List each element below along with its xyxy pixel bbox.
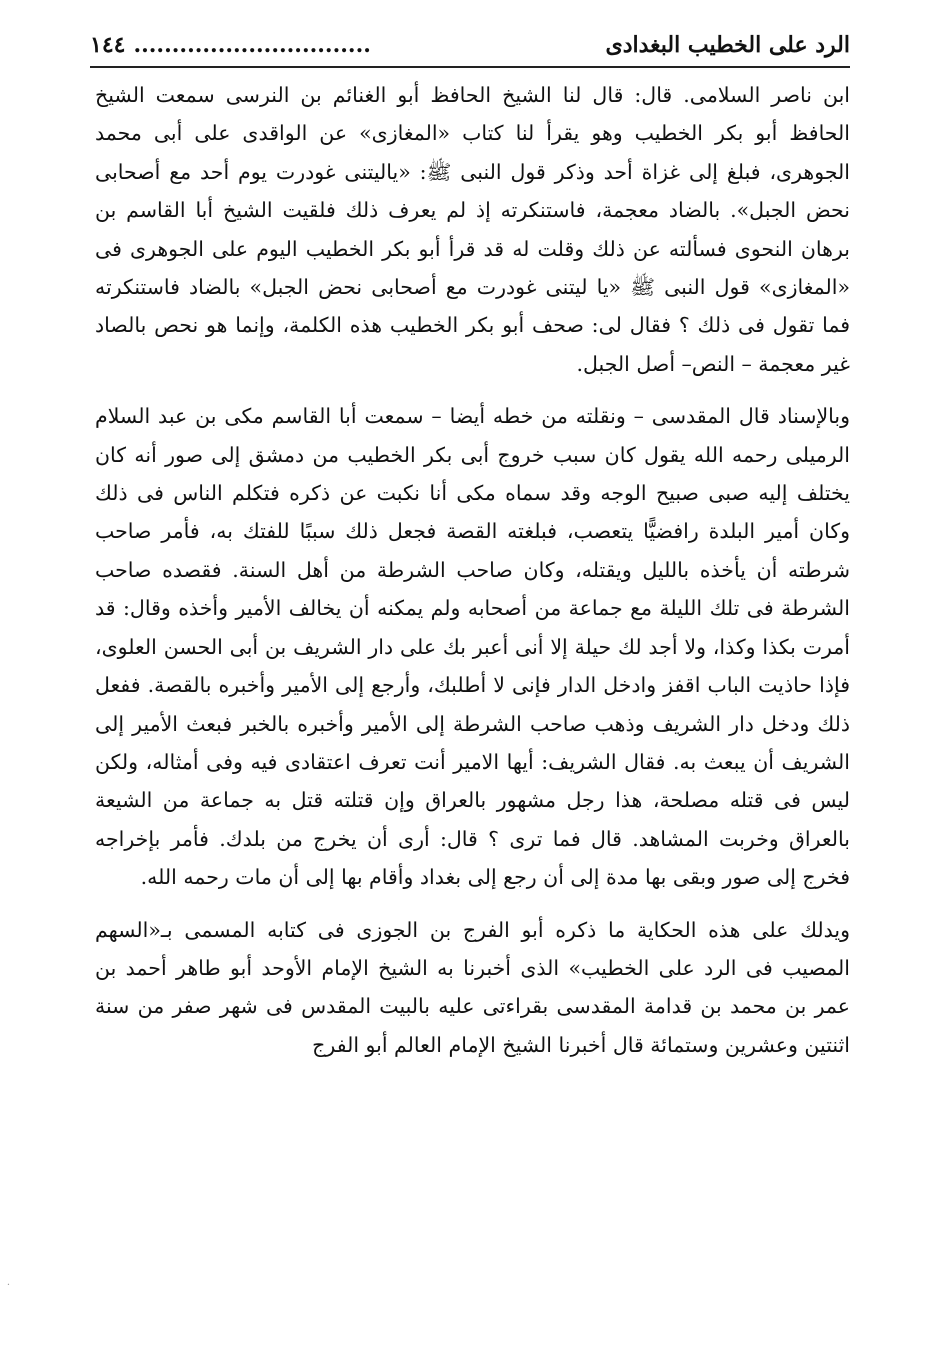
header-number-group bbox=[90, 32, 371, 58]
header-title: الرد على الخطيب البغدادى bbox=[605, 32, 850, 58]
paragraph-gap bbox=[95, 383, 850, 397]
paragraph-gap bbox=[95, 897, 850, 911]
header-leader-dots: ............................... bbox=[133, 32, 371, 58]
page-number: ١٤٤ bbox=[90, 32, 126, 58]
running-header bbox=[90, 28, 850, 62]
body-text bbox=[95, 76, 850, 1064]
scan-edge-mark: · bbox=[6, 1280, 10, 1291]
paragraph-3: ويدلك على هذه الحكاية ما ذكره أبو الفرج بن الجوزى فى كتابه المسمى بـ«السهم المصيب فى الرد على الخطيب» الذى أخبرنا به الشيخ الإمام الأوحد أبو طاهر أحمد بن عمر بن محمد بن قدامة المقدسى بقراءتى عليه بالبيت المقدس فى شهر صفر من سنة اثنتين وعشرين وستمائة قال أخبرنا الشيخ الإمام العالم أبو الفرج bbox=[95, 917, 850, 1057]
header-rule bbox=[90, 66, 850, 68]
paragraph-1: ابن ناصر السلامى. قال: قال لنا الشيخ الحافظ أبو الغنائم بن النرسى سمعت الشيخ الحافظ أبو بكر الخطيب وهو يقرأ لنا كتاب «المغازى» عن الواقدى على أبى محمد الجوهرى، فبلغ إلى غزاة أحد وذكر قول النبى ﷺ: «ياليتنى غودرت يوم أحد مع أصحابى نحض الجبل». بالضاد معجمة، فاستنكرته إذ لم يعرف ذلك فلقيت الشيخ أبا القاسم بن برهان النحوى فسألته عن ذلك وقلت له قد قرأ أبو بكر الخطيب اليوم على الجوهرى فى «المغازى» قول النبى ﷺ «يا ليتنى غودرت مع أصحابى نحض الجبل» بالضاد فاستنكرته فما تقول فى ذلك ؟ فقال لى: صحف أبو بكر الخطيب هذه الكلمة، وإنما هو نحص بالصاد غير معجمة – النص– أصل الجبل. bbox=[95, 83, 850, 376]
paragraph-2: وبالإسناد قال المقدسى – ونقلته من خطه أيضا – سمعت أبا القاسم مكى بن عبد السلام الرميلى رحمه الله يقول كان سبب خروج أبى بكر الخطيب من دمشق إلى صور أنه كان يختلف إليه صبى صبيح الوجه وقد سماه مكى أنا نكبت عن ذكره فتكلم الناس فى ذلك وكان أمير البلدة رافضيًّا يتعصب، فبلغته القصة فجعل ذلك سببًا للفتك به، فأمر صاحب شرطته أن يأخذه بالليل ويقتله، وكان صاحب الشرطة من أهل السنة. فقصده صاحب الشرطة فى تلك الليلة مع جماعة من أصحابه ولم يمكنه أن يخالف الأمير وأخذه وقال: قد أمرت بكذا وكذا، ولا أجد لك حيلة إلا أنى أعبر بك على دار الشريف بن أبى الحسن العلوى، فإذا حاذيت الباب اقفز وادخل الدار فإنى لا أطلبك، وأرجع إلى الأمير وأخبره بالقصة. ففعل ذلك ودخل دار الشريف وذهب صاحب الشرطة إلى الأمير وأخبره بالخبر فبعث الأمير إلى الشريف أن يبعث به. فقال الشريف: أيها الامير أنت تعرف اعتقادى فيه وفى أمثاله، ولكن ليس فى قتله مصلحة، هذا رجل مشهور بالعراق وإن قتلته قتل به جماعة من الشيعة بالعراق وخربت المشاهد. قال فما ترى ؟ قال: أرى أن يخرج من بلدك. فأمر بإخراجه فخرج إلى صور وبقى بها مدة إلى أن رجع إلى بغداد وأقام بها إلى أن مات رحمه الله. bbox=[95, 404, 850, 890]
